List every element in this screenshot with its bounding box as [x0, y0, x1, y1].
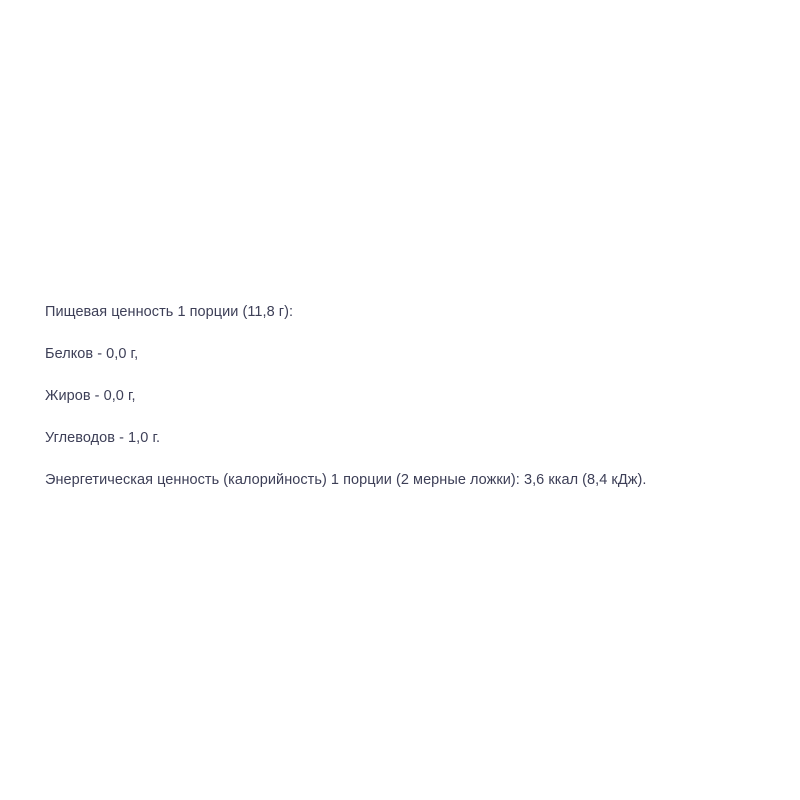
- nutrition-info: [45, 302, 785, 512]
- carbs-line: Углеводов - 1,0 г.: [45, 430, 161, 446]
- protein-line: Белков - 0,0 г,: [45, 346, 139, 362]
- serving-heading: Пищевая ценность 1 порции (11,8 г):: [45, 304, 294, 320]
- energy-line: Энергетическая ценность (калорийность) 1 порции (2 мерные ложки): 3,6 ккал (8,4 кДж).: [45, 472, 647, 488]
- fat-line: Жиров - 0,0 г,: [45, 388, 136, 404]
